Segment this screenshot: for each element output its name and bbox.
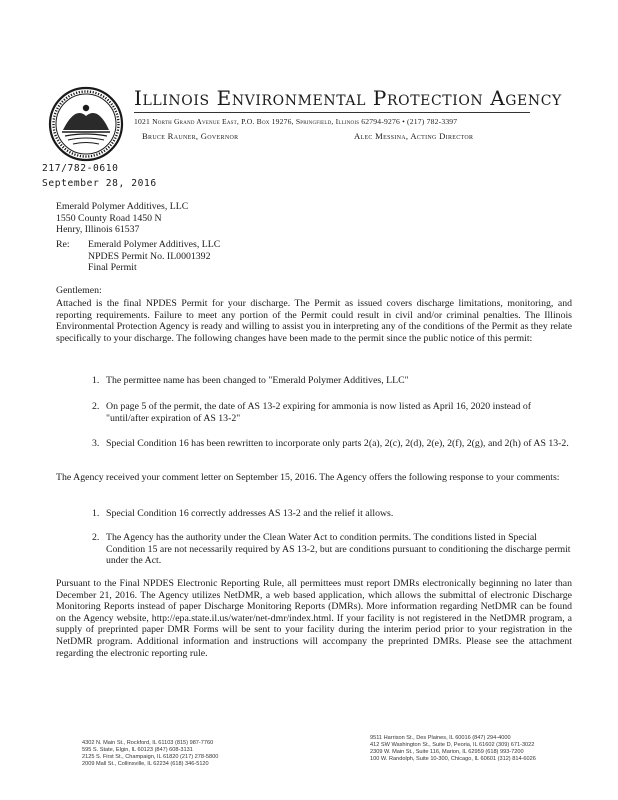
director: Alec Messina, Acting Director [354,131,474,141]
list-number: 2. [92,532,100,543]
recipient-line: Emerald Polymer Additives, LLC [56,201,189,212]
recipient-address [56,201,188,236]
footer-line: 9511 Harrison St., Des Plaines, IL 60016 (847) 294-4000 [370,735,511,741]
salutation: Gentlemen: [56,285,102,296]
footer-line: 4302 N. Main St., Rockford, IL 61103 (815) 987-7760 [82,740,214,746]
re-line: NPDES Permit No. IL0001392 [88,250,211,262]
recipient-line: Henry, Illinois 61537 [56,224,140,235]
footer-line: 412 SW Washington St., Suite D, Peoria, IL 61602 (309) 671-3022 [370,742,535,748]
footer-offices-right [370,735,536,763]
paragraph-ereporting: Pursuant to the Final NPDES Electronic Reporting Rule, all permittees must report DMRs electronically beginning no later than December 21, 2016. The Agency utilizes NetDMR, a web based application, which allows the submittal of electronic Discharge Monitoring Reports instead of paper Discharge Monitoring Reports (DMRs). More information regarding NetDMR can be found on the Agency website, http://epa.state.il.us/water/net-dmr/index.html. If your facility is not registered in the NetDMR program, a supply of preprinted paper DMR Forms will be sent to your facility during the interim period prior to your registration in the NetDMR program. Additional information and instructions will accompany the preprinted DMRs. Please see the attachment regarding the electronic reporting rule. [56,578,572,659]
recipient-line: 1550 County Road 1450 N [56,212,162,224]
agency-name: Illinois Environmental Protection Agency [134,86,562,110]
re-line: Emerald Polymer Additives, LLC [88,239,221,250]
list-text: Special Condition 16 correctly addresses AS 13-2 and the relief it allows. [106,508,394,519]
re-label: Re: [56,239,70,250]
illinois-epa-seal-icon [48,86,124,162]
re-line: Final Permit [88,262,137,273]
list-number: 1. [92,375,100,386]
footer-line: 2009 Mall St., Collinsville, IL 62234 (618) 346-5120 [82,761,209,767]
list-text: The permittee name has been changed to "Emerald Polymer Additives, LLC" [106,375,409,386]
list-text: The Agency has the authority under the Clean Water Act to condition permits. The conditions listed in Special Condition 15 are not necessarily required by AS 13-2, but are conditions pursuant to conditioning the discharge permit under the Act. [106,532,571,567]
footer-line: 2125 S. First St., Champaign, IL 61820 (217) 278-5800 [82,754,219,760]
list-number: 2. [92,401,100,412]
re-block [88,239,220,274]
footer-line: 100 W. Randolph, Suite 10-300, Chicago, IL 60601 (312) 814-6026 [370,756,536,762]
phone-number: 217/782-0610 [42,163,119,174]
footer-offices-left [82,740,218,768]
list-text: Special Condition 16 has been rewritten to incorporate only parts 2(a), 2(c), 2(d), 2(e), 2(f), 2(g), and 2(h) of AS 13-2. [106,438,569,449]
list-number: 3. [92,438,100,449]
footer-line: 2309 W. Main St., Suite 116, Marion, IL 62959 (618) 993-7200 [370,749,524,755]
agency-address: 1021 North Grand Avenue East, P.O. Box 19276, Springfield, Illinois 62794-9276 • (217) 782-3397 [134,117,458,126]
letter-date: September 28, 2016 [42,178,157,189]
governor: Bruce Rauner, Governor [142,131,239,141]
list-text: On page 5 of the permit, the date of AS 13-2 expiring for ammonia is now listed as April 16, 2020 instead of "until/after expiration of AS 13-2" [106,401,531,424]
paragraph-comments: The Agency received your comment letter on September 15, 2016. The Agency offers the following response to your comments: [56,472,560,483]
list-number: 1. [92,508,100,519]
footer-line: 595 S. State, Elgin, IL 60123 (847) 608-3131 [82,747,193,753]
paragraph-intro: Attached is the final NPDES Permit for your discharge. The Permit as issued covers discharge limitations, monitoring, and reporting requirements. Failure to meet any portion of the Permit could result in civil and/or criminal penalties. The Illinois Environmental Protection Agency is ready and willing to assist you in interpreting any of the conditions of the Permit as they relate specifically to your discharge. The following changes have been made to the permit since the public notice of this permit: [56,298,572,344]
letterhead-rule [134,112,530,113]
